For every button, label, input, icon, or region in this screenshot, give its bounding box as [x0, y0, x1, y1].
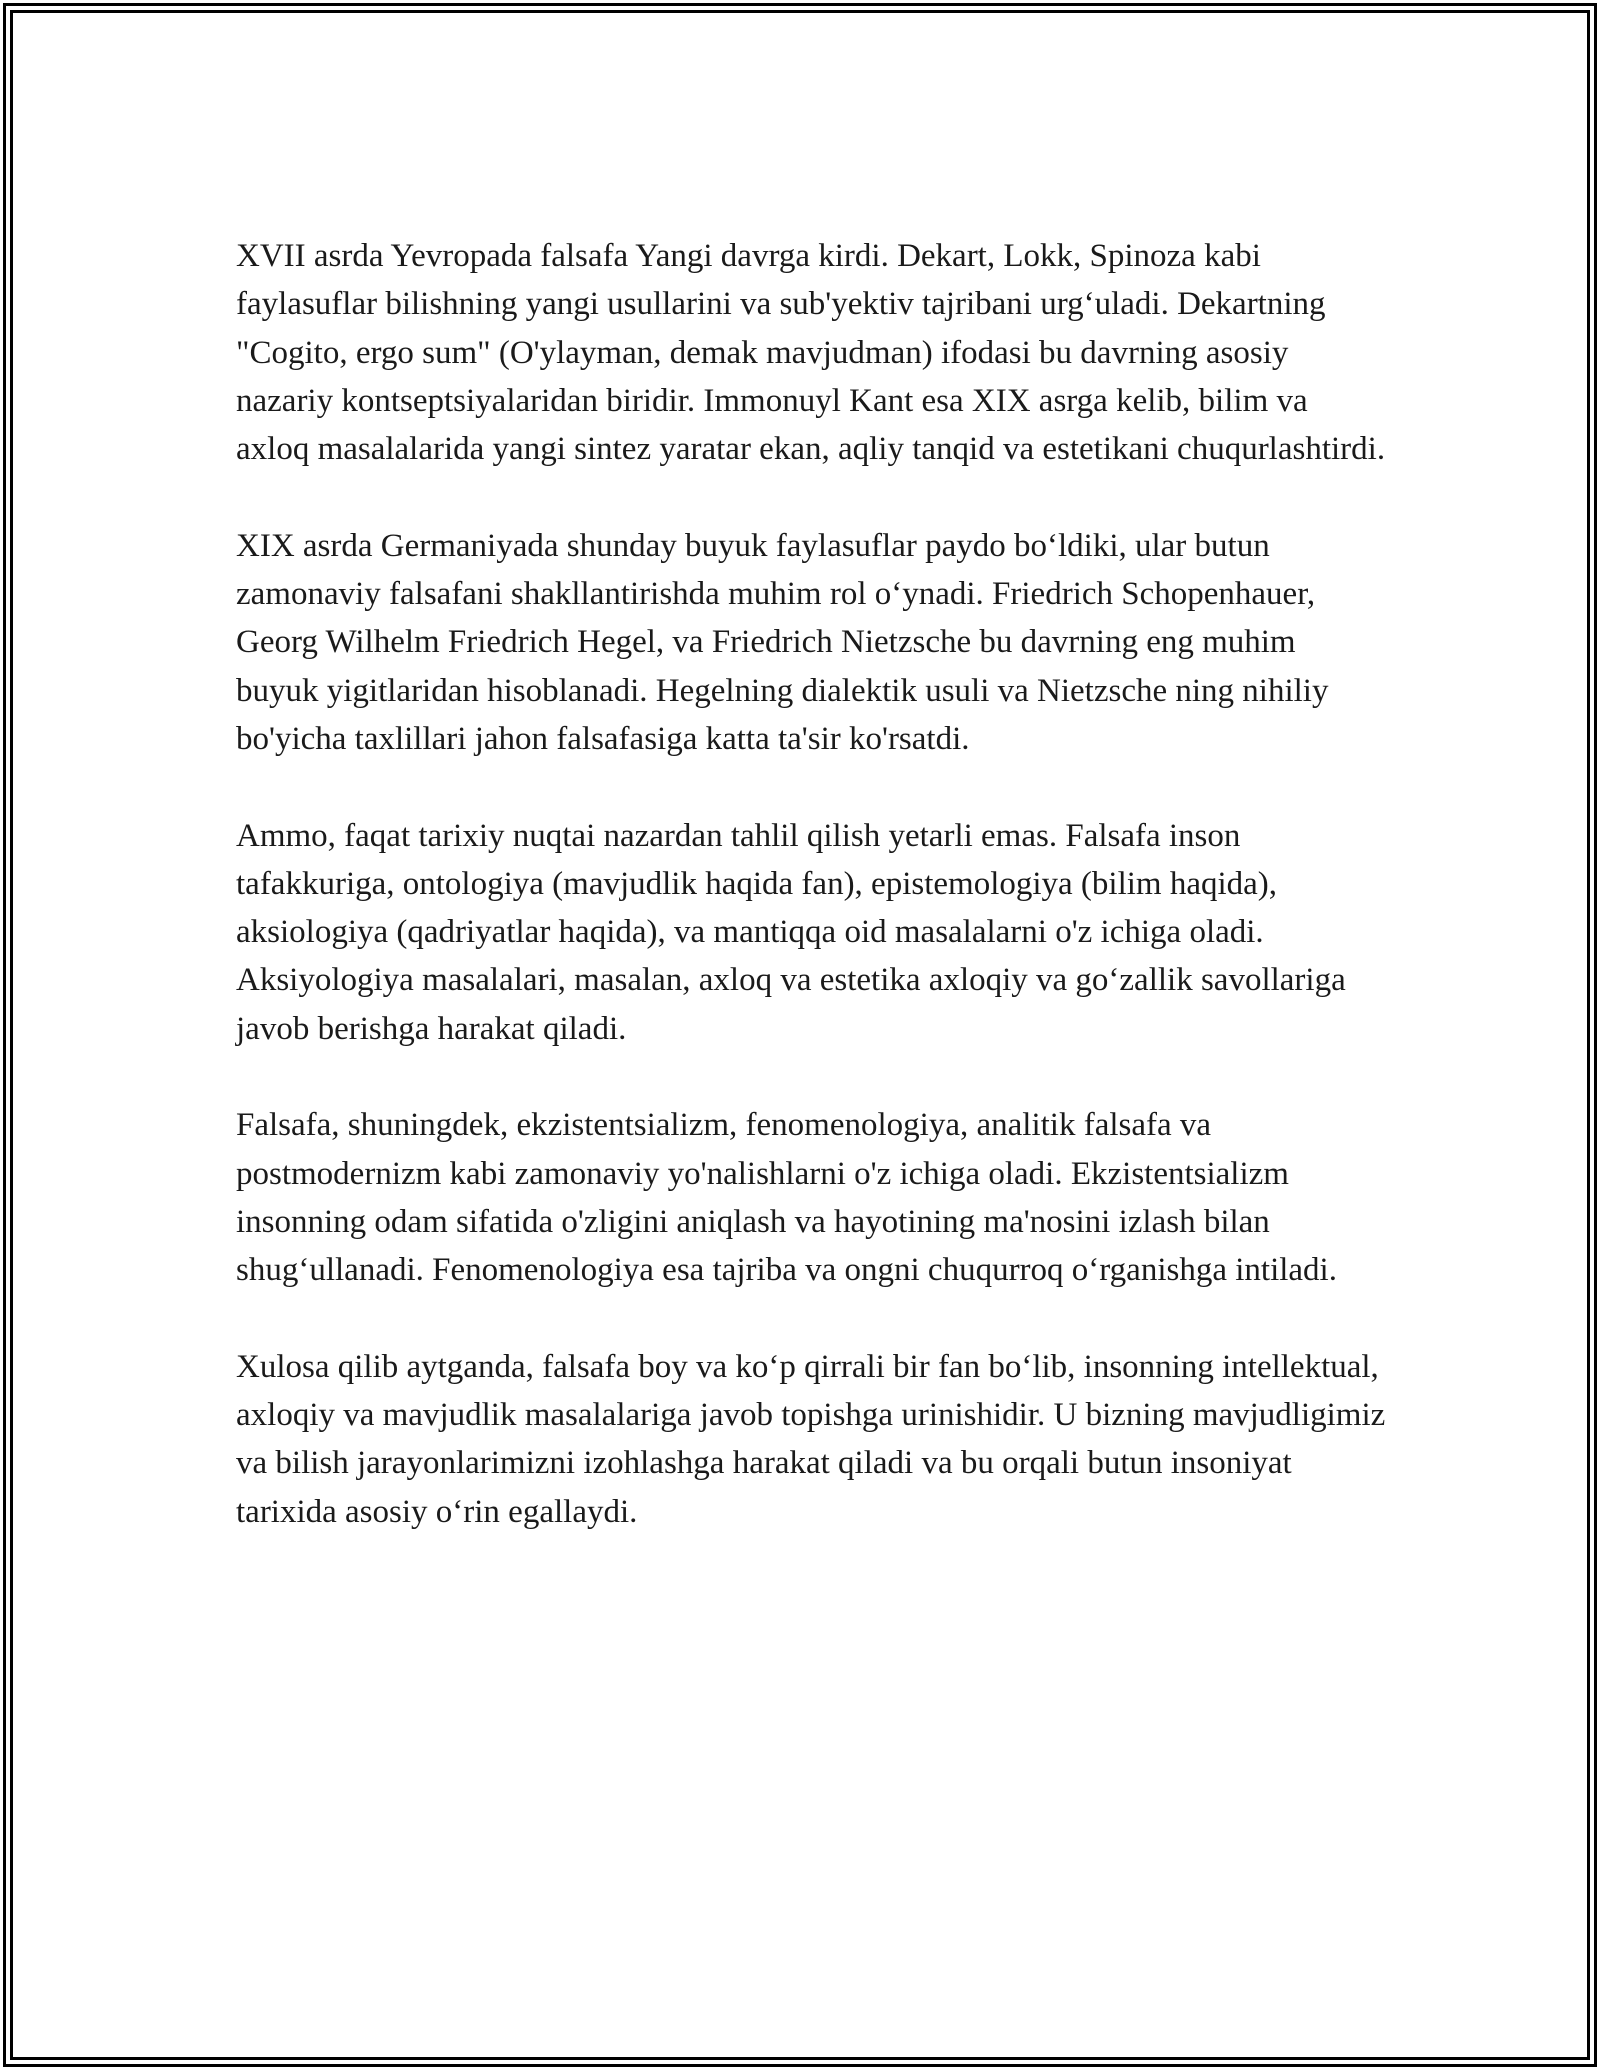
paragraph-4: Falsafa, shuningdek, ekzistentsializm, fenomenologiya, analitik falsafa va postmodernizm kabi zamonaviy yo'nalishlarni o'z ichiga oladi. Ekzistentsializm insonning odam sifatida o'zligini aniqlash va hayotining ma'nosini izlash bilan shug‘ullanadi. Fenomenologiya esa tajriba va ongni chuqurroq o‘rganishga intiladi.	[236, 1107, 1337, 1289]
document-body	[236, 232, 1386, 1536]
paragraph-2: XIX asrda Germaniyada shunday buyuk faylasuflar paydo bo‘ldiki, ular butun zamonaviy falsafani shakllantirishda muhim rol o‘ynadi. Friedrich Schopenhauer, Georg Wilhelm Friedrich Hegel, va Friedrich Nietzsche bu davrning eng muhim buyuk yigitlaridan hisoblanadi. Hegelning dialektik usuli va Nietzsche ning nihiliy bo'yicha taxlillari jahon falsafasiga katta ta'sir ko'rsatdi.	[236, 527, 1329, 757]
paragraph-3: Ammo, faqat tarixiy nuqtai nazardan tahlil qilish yetarli emas. Falsafa inson tafakkuriga, ontologiya (mavjudlik haqida fan), epistemologiya (bilim haqida), aksiologiya (qadriyatlar haqida), va mantiqqa oid masalalarni o'z ichiga oladi. Aksiyologiya masalalari, masalan, axloq va estetika axloqiy va go‘zallik savollariga javob berishga harakat qiladi.	[236, 817, 1346, 1047]
paragraph-5: Xulosa qilib aytganda, falsafa boy va ko‘p qirrali bir fan bo‘lib, insonning intellektual, axloqiy va mavjudlik masalalariga javob topishga urinishidir. U bizning mavjudligimiz va bilish jarayonlarimizni izohlashga harakat qiladi va bu orqali butun insoniyat tarixida asosiy o‘rin egallaydi.	[236, 1348, 1386, 1530]
paragraph-1: XVII asrda Yevropada falsafa Yangi davrga kirdi. Dekart, Lokk, Spinoza kabi faylasuflar bilishning yangi usullarini va sub'yektiv tajribani urg‘uladi. Dekartning "Cogito, ergo sum" (O'ylayman, demak mavjudman) ifodasi bu davrning asosiy nazariy kontseptsiyalaridan biridir. Immonuyl Kant esa XIX asrga kelib, bilim va axloq masalalarida yangi sintez yaratar ekan, aqliy tanqid va estetikani chuqurlashtirdi.	[236, 238, 1386, 468]
